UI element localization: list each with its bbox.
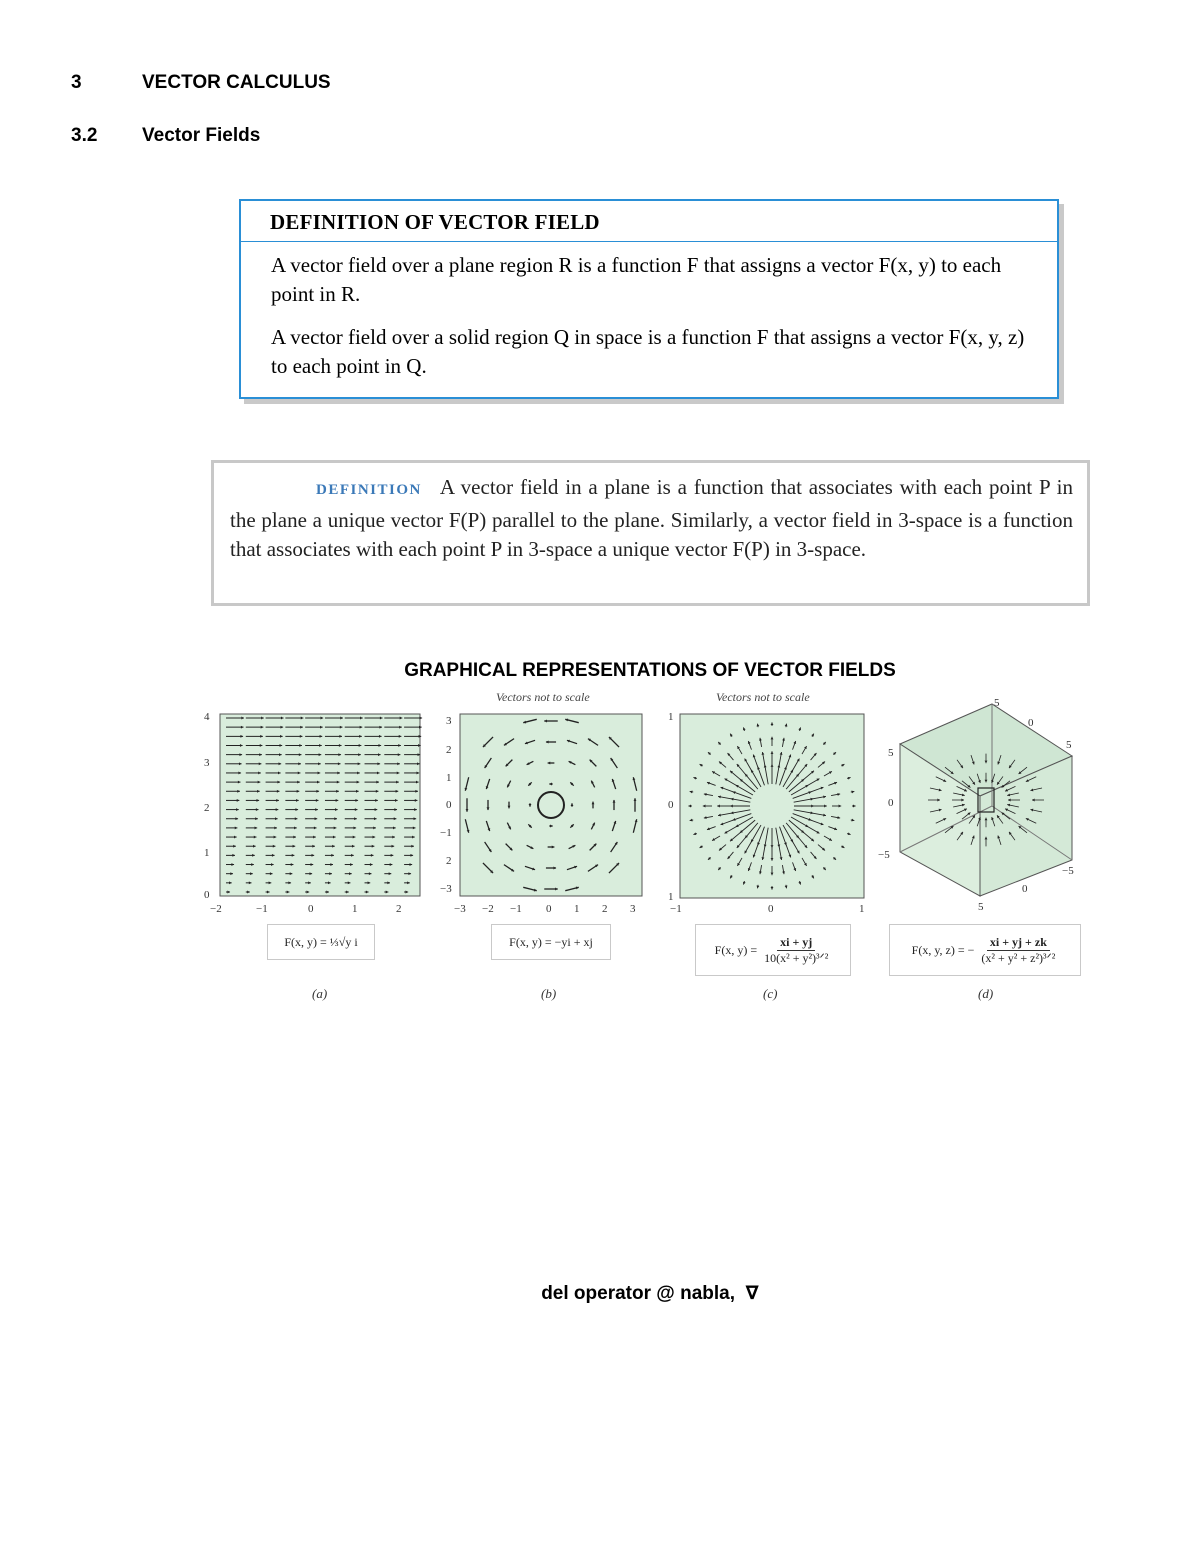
axis-label-d: 5 bbox=[978, 901, 984, 913]
section-number: 3.2 bbox=[71, 125, 98, 146]
plot-a bbox=[196, 708, 436, 918]
y-tick-b: 2 bbox=[446, 855, 452, 867]
axis-label-d: 5 bbox=[1066, 739, 1072, 751]
plot-c bbox=[664, 708, 874, 918]
chapter-title: VECTOR CALCULUS bbox=[142, 72, 331, 93]
caption-c: (c) bbox=[763, 986, 778, 1001]
x-tick-b: 3 bbox=[630, 903, 636, 915]
definition-solid-region: A vector field over a solid region Q in space is a function F that assigns a vector F(x, y, z) to each point in Q. bbox=[271, 325, 1025, 378]
y-tick-b: 0 bbox=[446, 799, 452, 811]
y-tick-b: 3 bbox=[446, 715, 452, 727]
x-tick-b: −3 bbox=[454, 903, 466, 915]
x-tick-a: −1 bbox=[256, 903, 268, 915]
not-to-scale-note-b: Vectors not to scale bbox=[496, 690, 590, 704]
y-tick-b: −1 bbox=[440, 827, 452, 839]
chapter-number: 3 bbox=[71, 72, 82, 93]
x-tick-a: 0 bbox=[308, 903, 314, 915]
definition-box-title: DEFINITION OF VECTOR FIELD bbox=[241, 201, 1057, 242]
x-tick-a: 2 bbox=[396, 903, 402, 915]
x-tick-c: 1 bbox=[859, 903, 865, 915]
section-title: Vector Fields bbox=[142, 125, 261, 146]
formula-d-denominator: (x² + y² + z²)³ᐟ² bbox=[981, 950, 1056, 965]
formula-c-denominator: 10(x² + y²)³ᐟ² bbox=[764, 950, 829, 965]
caption-d: (d) bbox=[978, 986, 994, 1001]
y-tick-b: 2 bbox=[446, 744, 452, 756]
x-tick-b: 1 bbox=[574, 903, 580, 915]
caption-b: (b) bbox=[541, 986, 557, 1001]
axis-label-d: 0 bbox=[1028, 717, 1034, 729]
formula-d-numerator: xi + yj + zk bbox=[987, 935, 1050, 951]
y-tick-a: 0 bbox=[204, 889, 210, 901]
field-arrowhead bbox=[419, 717, 422, 720]
formula-a: F(x, y) = ⅓√y i bbox=[267, 924, 375, 960]
plot-b bbox=[440, 708, 650, 918]
x-tick-c: 0 bbox=[768, 903, 774, 915]
x-tick-b: 0 bbox=[546, 903, 552, 915]
x-tick-b: 2 bbox=[602, 903, 608, 915]
axis-label-d: 5 bbox=[888, 747, 894, 759]
plot-d bbox=[876, 696, 1086, 916]
formula-c-lhs: F(x, y) = bbox=[714, 942, 758, 957]
y-tick-c: 1 bbox=[668, 711, 674, 723]
x-tick-a: −2 bbox=[210, 903, 222, 915]
definition-label: DEFINITION bbox=[316, 482, 422, 498]
axis-label-d: 5 bbox=[994, 697, 1000, 709]
definition-box-plane bbox=[211, 460, 1090, 606]
formula-c-numerator: xi + yj bbox=[777, 935, 815, 951]
definition-plane-region: A vector field over a plane region R is a function F that assigns a vector F(x, y) to each point in R. bbox=[271, 253, 1002, 306]
axis-label-d: −5 bbox=[878, 849, 890, 861]
y-tick-a: 4 bbox=[204, 711, 210, 723]
y-tick-a: 2 bbox=[204, 802, 210, 814]
definition-text: A vector field in a plane is a function that associates with each point P in the plane a unique vector F(P) parallel to the plane. Similarly, a vector field in 3-space is a function that associates with each point P in 3-space a unique vector F(P) in 3-space. bbox=[230, 475, 1073, 561]
y-tick-b: −3 bbox=[440, 883, 452, 895]
caption-a: (a) bbox=[312, 986, 328, 1001]
formula-c bbox=[695, 924, 851, 976]
y-tick-c: 0 bbox=[668, 799, 674, 811]
y-tick-a: 1 bbox=[204, 847, 210, 859]
del-operator-note: del operator @ nabla, ∇ bbox=[541, 1283, 759, 1304]
formula-d-lhs: F(x, y, z) = − bbox=[911, 942, 975, 957]
axis-label-d: −5 bbox=[1062, 865, 1074, 877]
x-tick-b: −1 bbox=[510, 903, 522, 915]
axis-label-d: 0 bbox=[888, 797, 894, 809]
x-tick-b: −2 bbox=[482, 903, 494, 915]
axis-label-d: 0 bbox=[1022, 883, 1028, 895]
x-tick-c: −1 bbox=[670, 903, 682, 915]
definition-box-vector-field bbox=[239, 199, 1059, 399]
formula-d bbox=[889, 924, 1081, 976]
not-to-scale-note-c: Vectors not to scale bbox=[716, 690, 810, 704]
figure-title: GRAPHICAL REPRESENTATIONS OF VECTOR FIELDS bbox=[404, 660, 896, 681]
y-tick-b: 1 bbox=[446, 772, 452, 784]
formula-b: F(x, y) = −yi + xj bbox=[491, 924, 611, 960]
y-tick-a: 3 bbox=[204, 757, 210, 769]
y-tick-c: 1 bbox=[668, 891, 674, 903]
x-tick-a: 1 bbox=[352, 903, 358, 915]
